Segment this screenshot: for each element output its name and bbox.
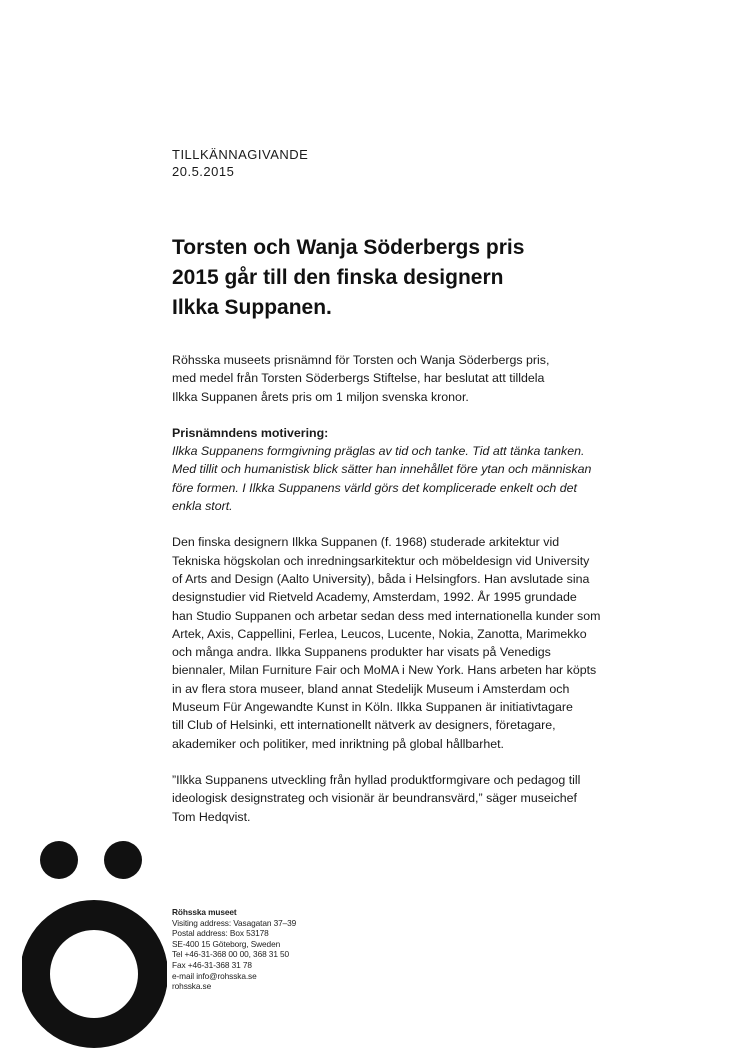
intro-paragraph [172, 351, 652, 406]
motivation-paragraph [172, 424, 652, 515]
quote-line: Tom Hedqvist. [172, 809, 251, 824]
document-date: 20.5.2015 [172, 164, 235, 179]
website-link[interactable]: rohsska.se [172, 981, 212, 992]
motivation-line: Ilkka Suppanens formgivning präglas av tid och tanke. Tid att tänka tanken. [172, 444, 585, 459]
visiting-address: Visiting address: Vasagatan 37–39 [172, 917, 297, 928]
quote-line: ”Ilkka Suppanens utveckling från hyllad produktformgivare och pedagog till [172, 772, 581, 787]
quote-paragraph [172, 771, 652, 826]
o-umlaut-logo-icon [22, 840, 167, 1050]
bio-line: Den finska designern Ilkka Suppanen (f. 1968) studerade arkitektur vid [172, 535, 560, 550]
logo-right-dot [104, 841, 142, 879]
bio-line: han Studio Suppanen och arbetar sedan dess med internationella kunder som [172, 608, 601, 623]
intro-line: med medel från Torsten Söderbergs Stiftelse, har beslutat att tilldela [172, 371, 545, 386]
bio-line: of Arts and Design (Aalto University), båda i Helsingfors. Han avslutade sina [172, 571, 590, 586]
body-content [172, 351, 652, 844]
museum-name: Röhsska museet [172, 907, 237, 917]
motivation-line: före formen. I Ilkka Suppanens värld görs det komplicerade enkelt och det [172, 480, 577, 495]
postal-address: Postal address: Box 53178 [172, 928, 269, 939]
logo-ring [35, 915, 153, 1033]
title-line: Torsten och Wanja Söderbergs pris [172, 236, 525, 259]
motivation-heading: Prisnämndens motivering: [172, 425, 329, 440]
fax-number: Fax +46-31-368 31 78 [172, 959, 252, 970]
bio-line: Artek, Axis, Cappellini, Ferlea, Leucos, Lucente, Nokia, Zanotta, Marimekko [172, 626, 587, 641]
quote-line: ideologisk designstrateg och visionär är beundransvärd,” säger museichef [172, 791, 577, 806]
motivation-line: Med tillit och humanistisk blick sätter han innehållet före ytan och människan [172, 462, 592, 477]
contact-footer [172, 907, 296, 992]
title-line: 2015 går till den finska designern [172, 266, 504, 289]
bio-line: till Club of Helsinki, ett internationellt nätverk av designers, företagare, [172, 718, 556, 733]
intro-line: Ilkka Suppanen årets pris om 1 miljon svenska kronor. [172, 389, 469, 404]
bio-line: biennaler, Milan Furniture Fair och MoMA i New York. Hans arbeten har köpts [172, 663, 597, 678]
document-header [172, 146, 308, 180]
bio-line: Museum Für Angewandte Kunst in Köln. Ilkka Suppanen är initiativtagare [172, 700, 573, 715]
bio-line: och många andra. Ilkka Suppanens produkter har visats på Venedigs [172, 645, 551, 660]
bio-paragraph [172, 533, 652, 753]
bio-line: Tekniska högskolan och inredningsarkitektur och möbeldesign vid University [172, 553, 590, 568]
title-line: Ilkka Suppanen. [172, 296, 332, 319]
bio-line: in av flera stora museer, bland annat Stedelijk Museum i Amsterdam och [172, 681, 570, 696]
intro-line: Röhsska museets prisnämnd för Torsten och Wanja Söderbergs pris, [172, 353, 550, 367]
phone-number: Tel +46-31-368 00 00, 368 31 50 [172, 949, 290, 960]
motivation-line: enkla stort. [172, 499, 233, 514]
document-type-label: TILLKÄNNAGIVANDE [172, 147, 309, 162]
logo-left-dot [40, 841, 78, 879]
page-title [172, 233, 642, 323]
postal-code-city: SE-400 15 Göteborg, Sweden [172, 938, 281, 949]
bio-line: akademiker och politiker, med inriktning på global hållbarhet. [172, 736, 504, 751]
email-address[interactable]: e-mail info@rohsska.se [172, 970, 257, 981]
bio-line: designstudier vid Rietveld Academy, Amsterdam, 1992. År 1995 grundade [172, 590, 577, 605]
